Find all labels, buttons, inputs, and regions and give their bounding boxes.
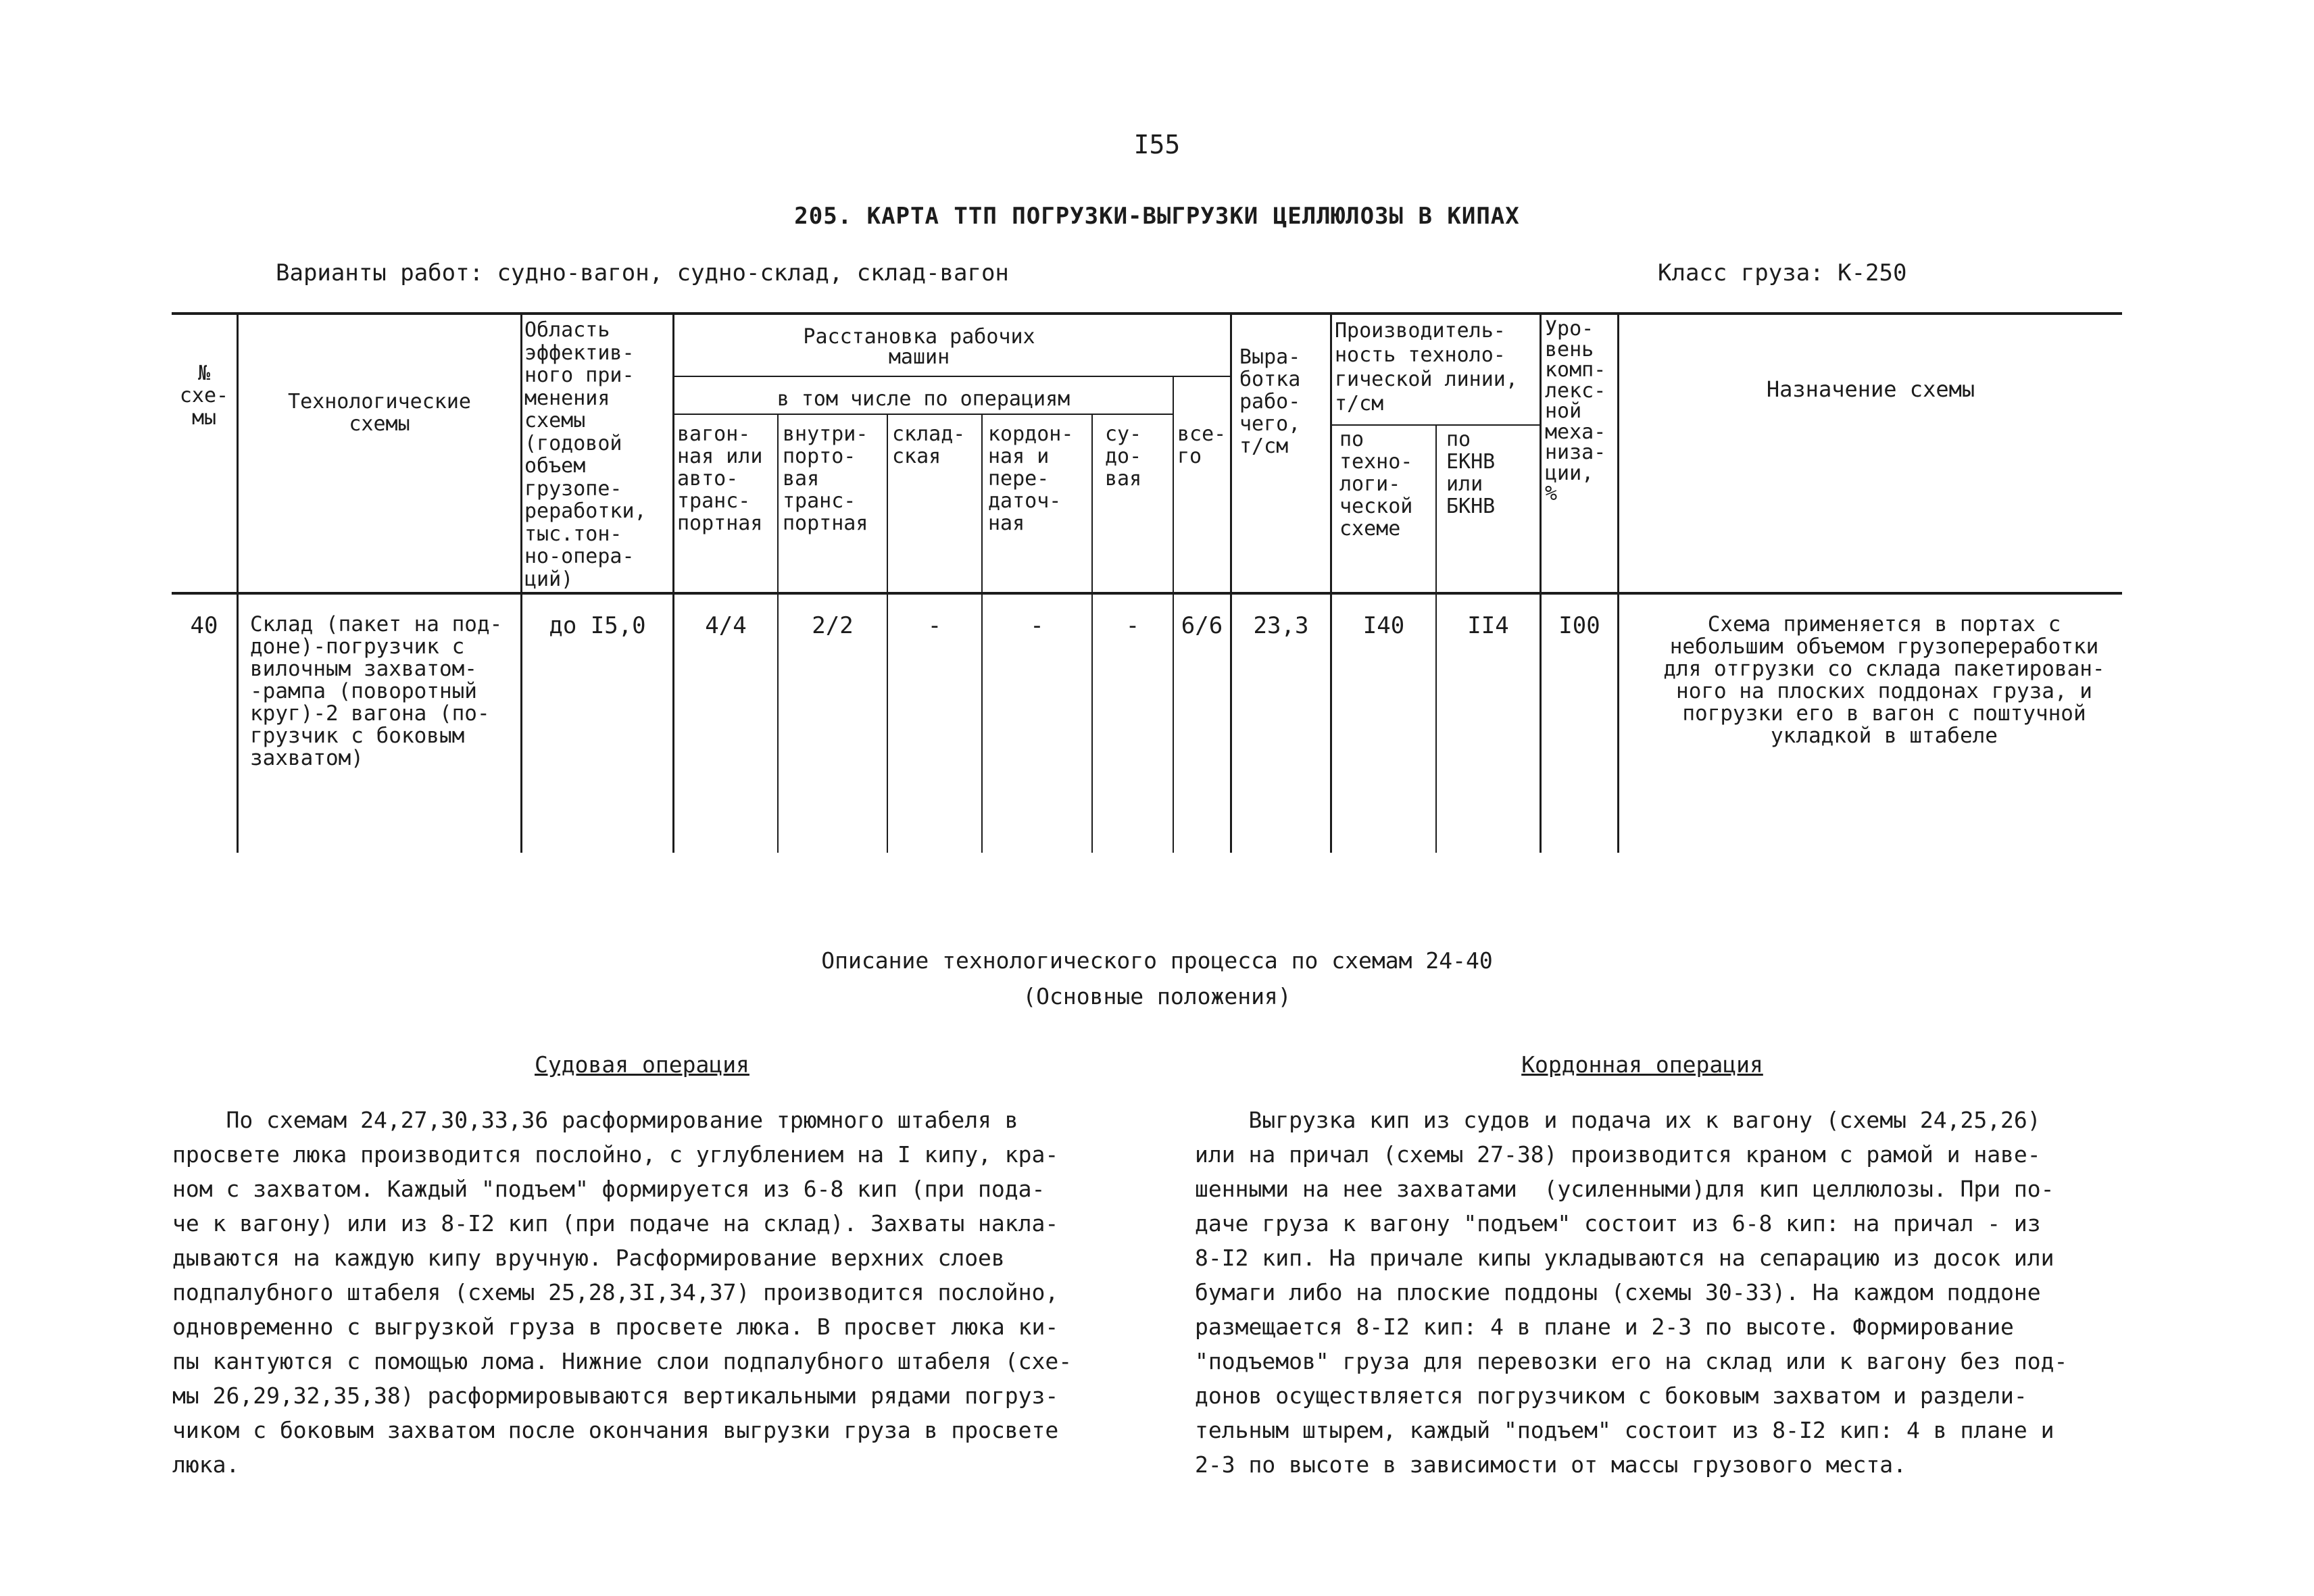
- description-subtitle: (Основные положения): [1023, 983, 1291, 1009]
- row-prod-tech-scheme: I40: [1362, 612, 1405, 639]
- row-op-wagon: 4/4: [705, 612, 747, 639]
- header-op-internal: внутри- порто- вая транс- портная: [783, 422, 868, 535]
- row-scheme-no: 40: [190, 612, 218, 639]
- row-mechanization-level: I00: [1558, 612, 1600, 639]
- row-op-cordon: -: [1030, 612, 1044, 639]
- header-op-ship: су- до- вая: [1105, 422, 1142, 491]
- row-op-warehouse: -: [927, 612, 942, 639]
- header-scheme-purpose: Назначение схемы: [1766, 376, 1975, 402]
- document-title: 205. КАРТА ТТП ПОГРУЗКИ-ВЫГРУЗКИ ЦЕЛЛЮЛОЗЫ В КИПАХ: [794, 203, 1520, 230]
- col-rule: [1230, 312, 1232, 853]
- page-number: I55: [1133, 130, 1181, 159]
- placement-subheader-rule: [672, 376, 1230, 377]
- row-application-area: до I5,0: [549, 612, 646, 639]
- ship-operation-heading: Судовая операция: [535, 1051, 749, 1078]
- row-tech-scheme: Склад (пакет на под- доне)-погрузчик с вилочным захватом- -рампа (поворотный круг)-2 вагона (по- грузчик с боковым захватом): [250, 612, 503, 770]
- header-line-productivity: Производитель- ность техноло- гической линии, т/см: [1335, 319, 1518, 416]
- header-machine-placement: Расстановка рабочих машин: [803, 325, 1035, 369]
- header-scheme-no: № схе- мы: [179, 361, 229, 430]
- work-variants: Варианты работ: судно-вагон, судно-склад, склад-вагон: [276, 259, 1009, 286]
- operations-subheader-rule: [672, 414, 1173, 415]
- table-top-rule: [172, 312, 2122, 315]
- ship-operation-text: По схемам 24,27,30,33,36 расформирование трюмного штабеля в просвете люка производится послойно, с углублением на I кипу, кра- ном с захватом. Каждый "подъем" формируется из 6-8 кип (при пода- че к вагону) или из 8-I2 кип (при подаче на склад). Захваты накла- дываются на каждую кипу вручную. Расформирование верхних слоев подпалубного штабеля (схемы 25,28,3I,34,37) производится послойно, одновременно с выгрузкой груза в просвете люка. В просвет люка ки- пы кантуются с помощью лома. Нижние слои подпалубного штабеля (схе- мы 26,29,32,35,38) расформировываются вертикальными рядами погруз- чиком с боковым захватом после окончания выгрузки груза в просвете люка.: [172, 1107, 1073, 1478]
- header-prod-tech-scheme: по техно- логи- ческой схеме: [1339, 428, 1413, 541]
- cordon-operation-heading: Кордонная операция: [1521, 1051, 1763, 1078]
- header-tech-schemes: Технологические схемы: [288, 390, 471, 436]
- productivity-subheader-rule: [1330, 424, 1540, 426]
- row-worker-output: 23,3: [1253, 612, 1309, 639]
- header-worker-output: Выра- ботка рабо- чего, т/см: [1239, 345, 1301, 458]
- header-mechanization-level: Уро- вень комп- лекс- ной меха- низа- ции, %: [1545, 317, 1606, 505]
- row-scheme-purpose: Схема применяется в портах с небольшим объемом грузопереработки для отгрузки со склада пакетирован- ного на плоских поддонах груза, и погрузки его в вагон с поштучной укладкой в штабеле: [1663, 612, 2105, 748]
- header-op-wagon: вагон- ная или авто- транс- портная: [677, 422, 763, 535]
- col-rule: [520, 312, 522, 853]
- col-rule: [1330, 312, 1332, 853]
- header-application-area: Область эффектив- ного при- менения схемы (годовой объем грузопе- реработки, тыс.тон- но-опера- ций): [524, 318, 647, 591]
- header-including-operations: в том числе по операциям: [777, 387, 1070, 411]
- cargo-class: Класс груза: К-250: [1658, 259, 1907, 286]
- cordon-operation-text: Выгрузка кип из судов и подача их к вагону (схемы 24,25,26) или на причал (схемы 27-38) производится краном с рамой и наве- шенными на нее захватами (усиленными)для кип целлюлозы. При по- даче груза к вагону "подъем" состоит из 6-8 кип: на причал - из 8-I2 кип. На причале кипы укладываются на сепарацию из досок или бумаги либо на плоские поддоны (схемы 30-33). На каждом поддоне размещается 8-I2 кип: 4 в плане и 2-3 по высоте. Формирование "подъемов" груза для перевозки его на склад или к вагону без под- донов осуществляется погрузчиком с боковым захватом и раздели- тельным штырем, каждый "подъем" состоит из 8-I2 кип: 4 в плане и 2-3 по высоте в зависимости от массы грузового места.: [1195, 1107, 2068, 1478]
- header-op-total: все- го: [1177, 422, 1227, 468]
- row-op-ship: -: [1125, 612, 1140, 639]
- header-op-cordon: кордон- ная и пере- даточ- ная: [988, 422, 1074, 535]
- header-op-warehouse: склад- ская: [892, 422, 966, 468]
- row-prod-ekhv: II4: [1467, 612, 1509, 639]
- row-op-internal: 2/2: [812, 612, 854, 639]
- col-rule: [1540, 312, 1542, 853]
- row-op-total: 6/6: [1181, 612, 1223, 639]
- description-title: Описание технологического процесса по схемам 24-40: [821, 947, 1493, 974]
- header-prod-ekhv: по ЕКНВ или БКНВ: [1446, 428, 1496, 518]
- table-header-bottom-rule: [172, 592, 2122, 595]
